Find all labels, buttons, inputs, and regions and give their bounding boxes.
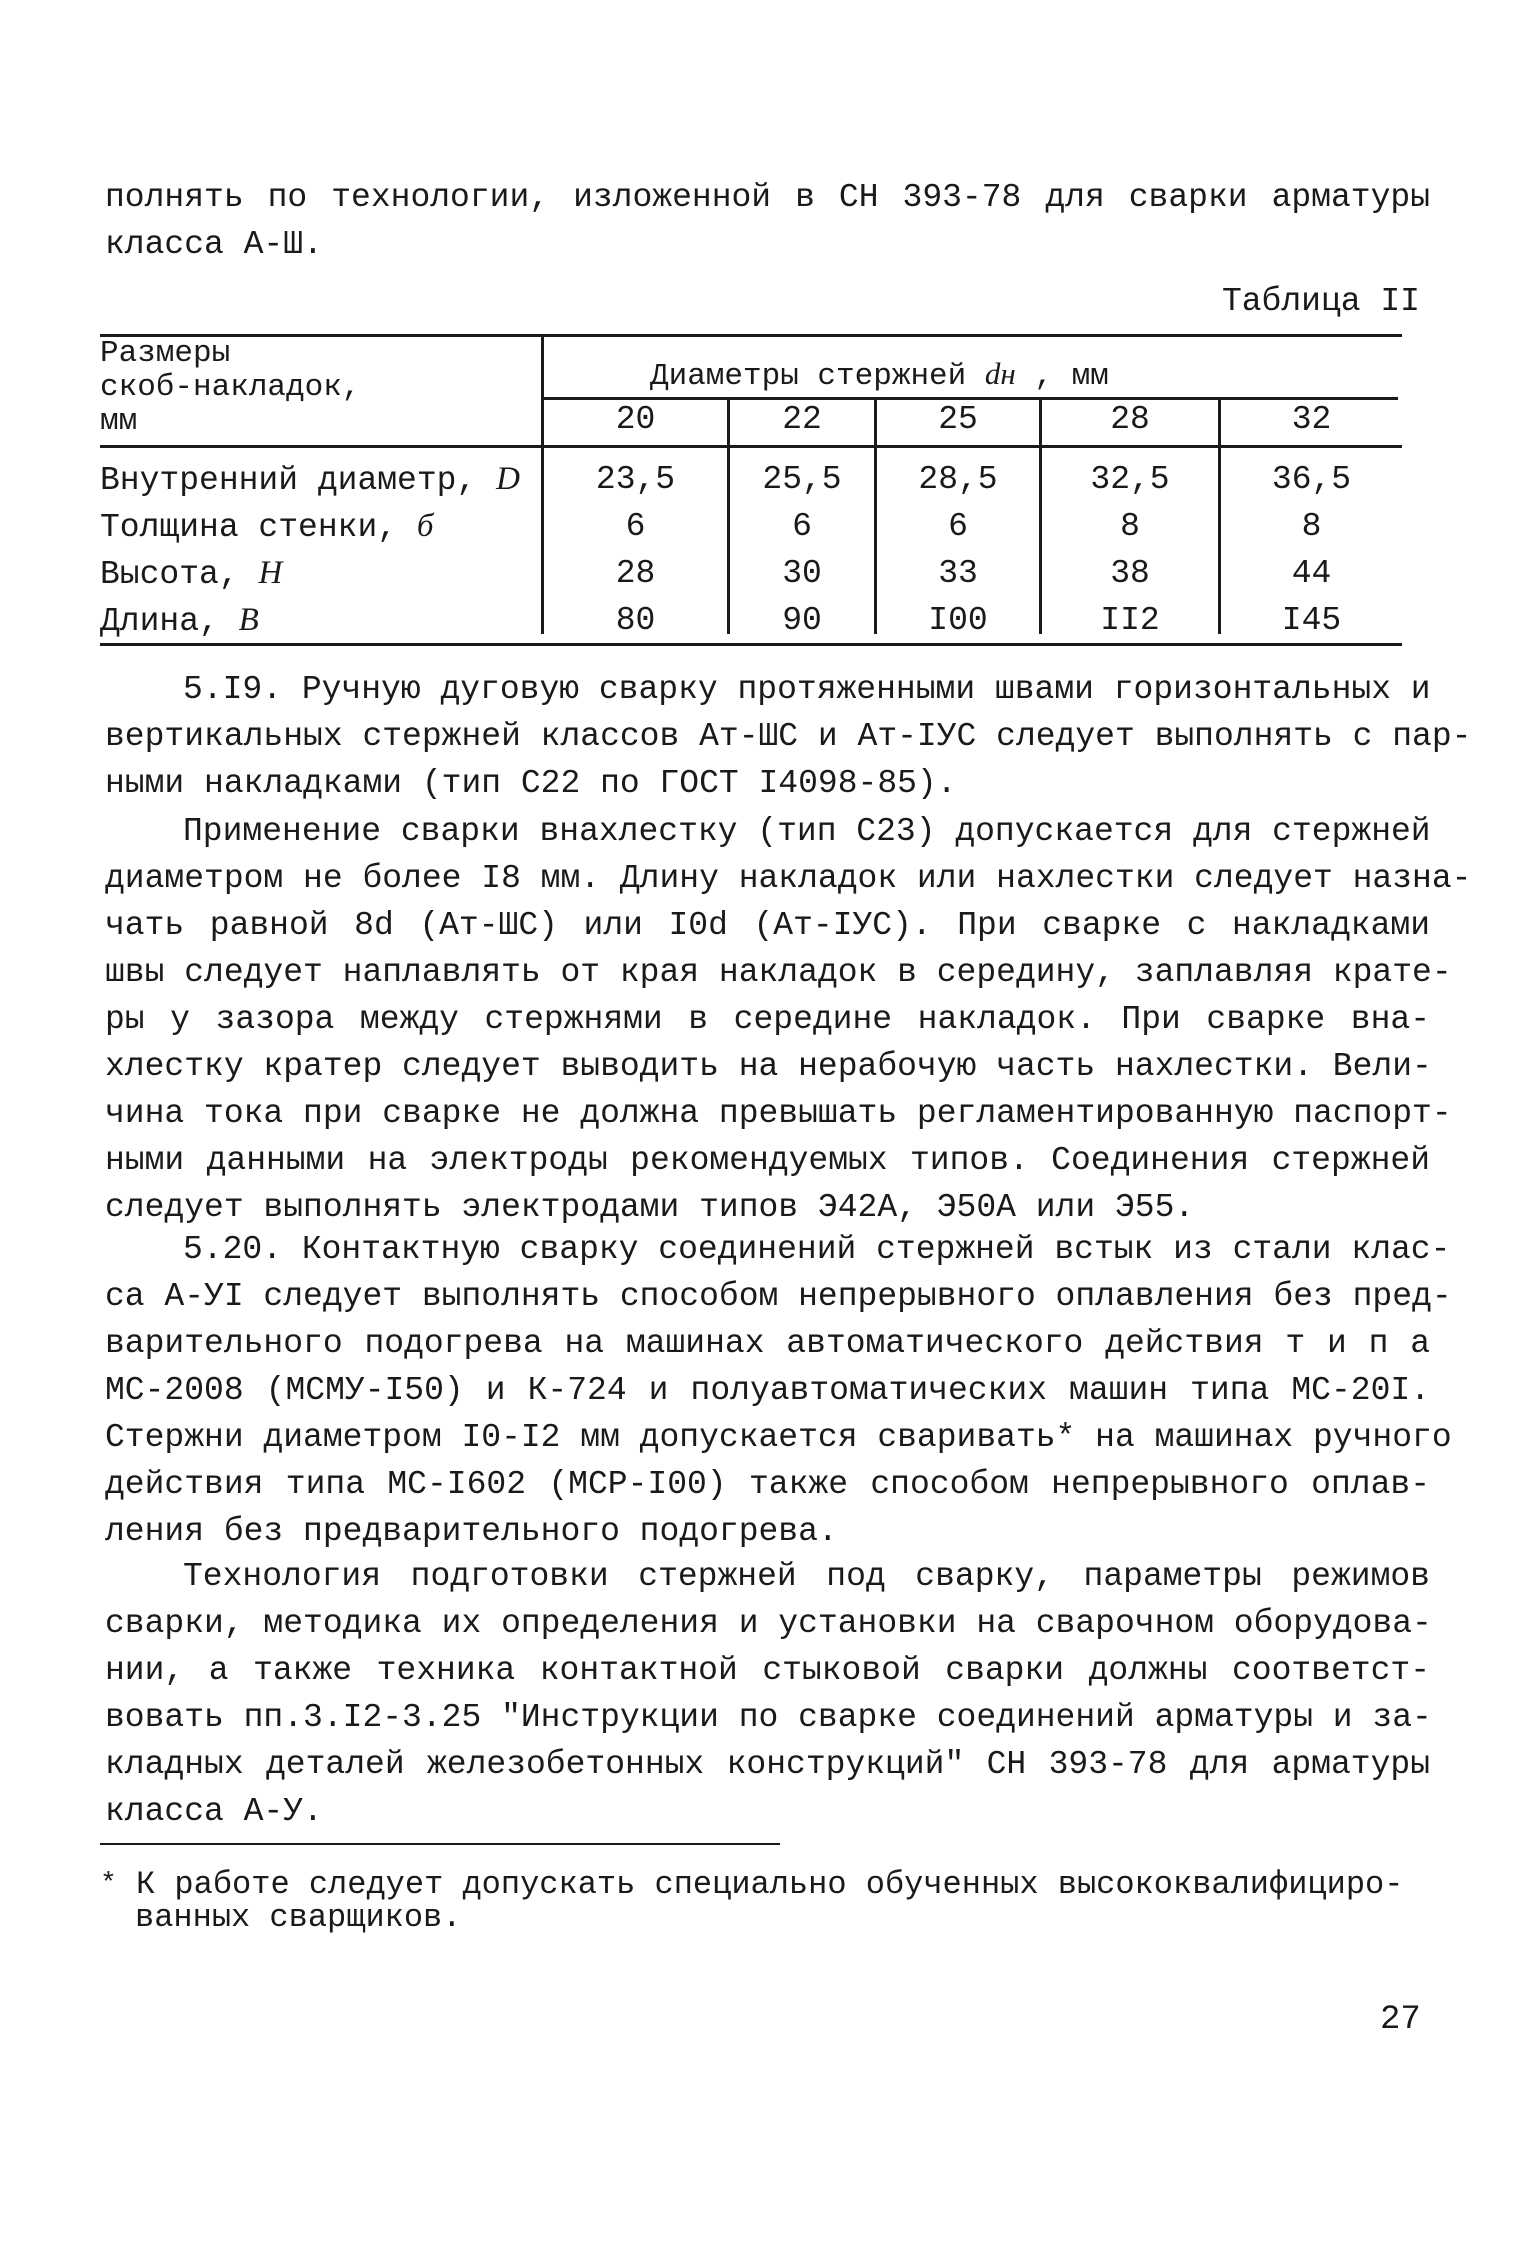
text-line: ры у зазора между стержнями в середине накладок. При сварке вна- <box>105 1001 1430 1038</box>
table-caption: Таблица II <box>1221 283 1420 320</box>
text-line: вовать пп.3.I2-3.25 "Инструкции по сварке соединений арматуры и за- <box>105 1699 1432 1736</box>
column-header: 25 <box>938 401 978 438</box>
header-line: мм <box>100 404 138 439</box>
table-cell: 28,5 <box>918 461 998 498</box>
table-cell: I45 <box>1281 602 1342 639</box>
table-cell: 80 <box>615 602 656 639</box>
row-label <box>100 456 520 504</box>
row-symbol: H <box>258 555 283 591</box>
table-cell: 44 <box>1291 555 1332 592</box>
table-cell: 6 <box>625 508 646 545</box>
text-line: класса А-Ш. <box>105 226 323 263</box>
column-header: 20 <box>615 401 656 438</box>
row-symbol: б <box>416 508 434 544</box>
table-group-header <box>650 357 1109 394</box>
text-line: вертикальных стержней классов Ат-ШС и Ат-IУС следует выполнять с пар- <box>105 718 1472 755</box>
row-label-text: Длина, <box>100 603 219 640</box>
page-number: 27 <box>1380 2001 1421 2039</box>
table-cell: 33 <box>938 555 978 592</box>
text-line: чать равной 8d (Ат-ШС) или I0d (Ат-IУС). При сварке с накладками <box>105 907 1431 944</box>
row-symbol: B <box>238 602 259 638</box>
footnote-line <box>100 1868 1430 1901</box>
table-cell: 90 <box>782 602 822 639</box>
text-line: Технология подготовки стержней под сварку, параметры режимов <box>183 1558 1430 1595</box>
text-line: следует выполнять электродами типов Э42А, Э50А или Э55. <box>105 1189 1195 1226</box>
text-line: чина тока при сварке не должна превышать регламентированную паспорт- <box>105 1095 1452 1132</box>
row-label <box>100 550 282 598</box>
text-line: варительного подогрева на машинах автоматического действия т и п а <box>105 1325 1430 1362</box>
text-line: 5.I9. Ручную дуговую сварку протяженными швами горизонтальных и <box>183 671 1431 708</box>
table-header-rule <box>100 445 1402 448</box>
text-line: Стержни диаметром I0-I2 мм допускается сваривать* на машинах ручного <box>105 1419 1452 1456</box>
technology-paragraph <box>105 1553 1430 1835</box>
text-line: класса А-У. <box>105 1793 323 1830</box>
table-cell: I00 <box>928 602 988 639</box>
footnote-marker: * <box>100 1869 117 1900</box>
column-header: 32 <box>1291 401 1332 438</box>
text-line: 5.20. Контактную сварку соединений стержней встык из стали клас- <box>183 1231 1451 1268</box>
text-line: ными данными на электроды рекомендуемых типов. Соединения стержней <box>105 1142 1430 1179</box>
text-line: хлестку кратер следует выводить на нерабочую часть нахлестки. Вели- <box>105 1048 1432 1085</box>
text-line: МС-2008 (МСМУ-I50) и К-724 и полуавтоматических машин типа МС-20I. <box>105 1372 1430 1409</box>
text-line: Применение сварки внахлестку (тип С23) допускается для стержней <box>183 813 1431 850</box>
table-cell: 38 <box>1110 555 1150 592</box>
footnote-line: ванных сварщиков. <box>135 1899 462 1936</box>
table-cell: 8 <box>1120 508 1140 545</box>
diameter-symbol: dн <box>984 356 1016 391</box>
row-label-text: Толщина стенки, <box>100 509 398 546</box>
table-cell: 30 <box>782 555 822 592</box>
table-cell: 6 <box>792 508 812 545</box>
footnote-separator <box>100 1843 780 1845</box>
header-line: скоб-накладок, <box>100 370 361 405</box>
group-header-units: , мм <box>1034 359 1109 394</box>
footnote-text: К работе следует допускать специально обученных высококвалифициро- <box>136 1866 1404 1903</box>
text-line: нии, а также техника контактной стыковой сварки должны соответст- <box>105 1652 1430 1689</box>
footnote <box>100 1868 1430 1934</box>
intro-paragraph <box>105 174 1430 268</box>
section-5-19-paragraph <box>105 666 1472 807</box>
column-header: 28 <box>1110 401 1150 438</box>
column-header: 22 <box>782 401 822 438</box>
group-header-label: Диаметры стержней <box>650 359 967 394</box>
text-line: действия типа МС-I602 (МСР-I00) также способом непрерывного оплав- <box>105 1466 1430 1503</box>
table-cell: 36,5 <box>1271 461 1352 498</box>
table-cell: 23,5 <box>595 461 676 498</box>
text-line: диаметром не более I8 мм. Длину накладок или нахлестки следует назна- <box>105 860 1472 897</box>
table-cell: II2 <box>1100 602 1160 639</box>
row-label <box>100 597 259 645</box>
header-line: Размеры <box>100 336 231 371</box>
text-line: полнять по технологии, изложенной в СН 393-78 для сварки арматуры <box>105 179 1430 216</box>
text-line: швы следует наплавлять от края накладок в середину, заплавляя крате- <box>105 954 1452 991</box>
table-header-left <box>100 337 360 439</box>
row-label <box>100 503 433 551</box>
text-line: сварки, методика их определения и установки на сварочном оборудова- <box>105 1605 1432 1642</box>
table-cell: 8 <box>1301 508 1322 545</box>
table-cell: 28 <box>615 555 656 592</box>
row-symbol: D <box>496 461 520 497</box>
table-cell: 6 <box>948 508 968 545</box>
table-cell: 25,5 <box>762 461 842 498</box>
text-line: ления без предварительного подогрева. <box>105 1513 838 1550</box>
table-cell: 32,5 <box>1090 461 1170 498</box>
text-line: кладных деталей железобетонных конструкций" СН 393-78 для арматуры <box>105 1746 1430 1783</box>
section-5-20-paragraph <box>105 1226 1452 1555</box>
row-label-text: Внутренний диаметр, <box>100 462 477 499</box>
text-line: ными накладками (тип С22 по ГОСТ I4098-85). <box>105 765 957 802</box>
lap-welding-paragraph <box>105 808 1472 1231</box>
text-line: са А-УI следует выполнять способом непрерывного оплавления без пред- <box>105 1278 1452 1315</box>
row-label-text: Высота, <box>100 556 239 593</box>
